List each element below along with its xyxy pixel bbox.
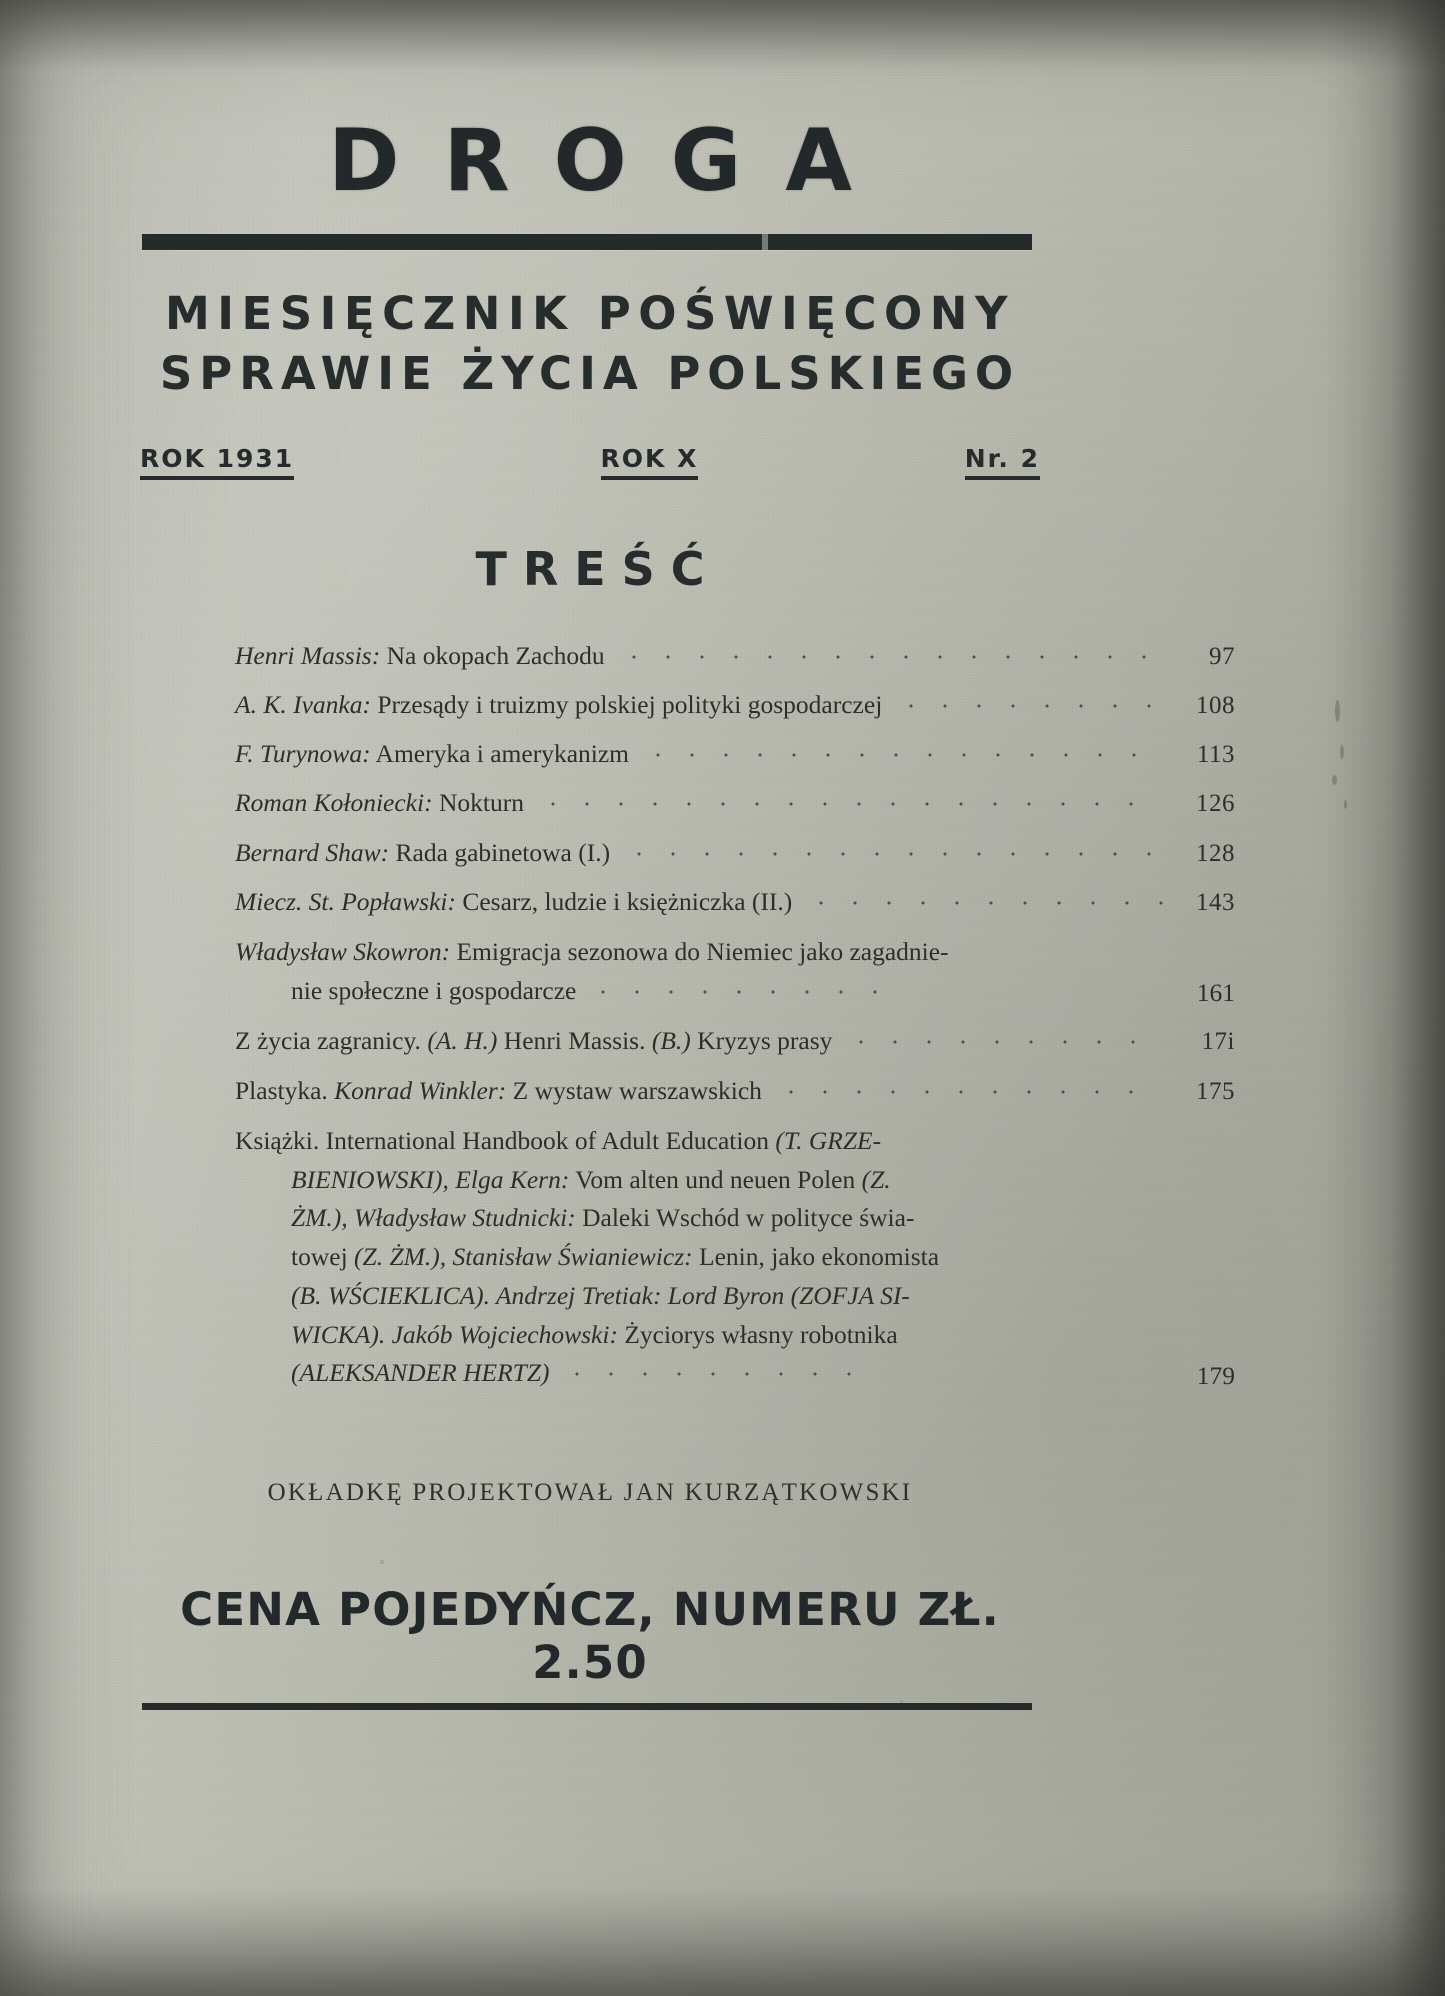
toc-item-line [235, 1161, 1005, 1200]
toc-item-page: 108 [1196, 691, 1235, 719]
toc-item-author: Roman Kołoniecki: [235, 788, 433, 818]
books-line-4-plain-a: towej [291, 1242, 348, 1272]
toc-item [235, 1073, 1235, 1109]
toc-item-text [235, 638, 605, 674]
toc-item [235, 835, 1235, 871]
price-label: CENA POJEDYŃCZ, NUMERU ZŁ. 2.50 [180, 1583, 1000, 1690]
toc-item-title: Cesarz, ludzie i księżniczka (II.) [462, 886, 793, 916]
toc-item-author: A. K. Ivanka: [235, 689, 371, 719]
toc-leader-dots [894, 703, 1163, 709]
toc-item-suffix: Kryzys prasy [697, 1026, 833, 1056]
toc-item [235, 638, 1235, 674]
toc-leader-dots [560, 1371, 860, 1377]
books-line-1-plain: International Handbook of Adult Education [325, 1125, 769, 1155]
toc-item-page: 175 [1196, 1077, 1235, 1105]
issue-info-row [140, 444, 1040, 480]
table-of-contents [235, 638, 1235, 1393]
books-line-7-italic: (ALEKSANDER HERTZ) [291, 1358, 550, 1388]
masthead-subtitle-line-1: MIESIĘCZNIK POŚWIĘCONY [164, 287, 1016, 340]
toc-heading: TREŚĆ [475, 541, 721, 596]
toc-item-section: Plastyka. [235, 1075, 328, 1105]
toc-item-section: Z życia zagranicy. [235, 1026, 421, 1056]
toc-item-part-b: (B.) [651, 1026, 691, 1056]
masthead-rule [142, 234, 1032, 250]
books-line-5-italic: (B. WŚCIEKLICA). Andrzej Tretiak: Lord Byron (ZOFJA SI- [291, 1280, 910, 1310]
toc-item-page: 17i [1201, 1028, 1235, 1056]
toc-item-text [235, 1073, 762, 1109]
toc-item-text [235, 835, 610, 871]
toc-leader-dots [804, 900, 1163, 906]
page-edge-shadow-bottom [0, 1886, 1445, 1996]
toc-item-text [235, 687, 882, 723]
toc-item-title-part-2: nie społeczne i gospodarcze [291, 975, 577, 1005]
toc-item-author: Władysław Skowron: [235, 936, 451, 966]
toc-item-text [235, 884, 792, 920]
toc-item [235, 1023, 1235, 1059]
toc-item-title: Rada gabinetowa (I.) [395, 837, 611, 867]
toc-item-title: Przesądy i truizmy polskiej polityki gospodarczej [377, 689, 883, 719]
masthead-subtitle [140, 284, 1040, 404]
books-line-2-italic-a: BIENIOWSKI), Elga Kern: [291, 1164, 570, 1194]
toc-item-title: Ameryka i amerykanizm [375, 739, 630, 769]
books-line-2-plain: Vom alten und neuen Polen [575, 1164, 856, 1194]
books-line-3-italic: ŻM.), Władysław Studnicki: [291, 1203, 576, 1233]
toc-item [235, 785, 1235, 821]
toc-item-line [235, 1238, 1005, 1277]
toc-item [235, 884, 1235, 920]
issue-volume: ROK X [601, 444, 699, 480]
toc-item-line [235, 1354, 1005, 1393]
toc-item [235, 687, 1235, 723]
toc-item-title-part-1: Emigracja sezonowa do Niemiec jako zagadnie- [456, 936, 949, 966]
books-line-4-plain-b: Lenin, jako ekonomista [699, 1242, 940, 1272]
toc-item-text [235, 1122, 1005, 1393]
toc-item [235, 736, 1235, 772]
toc-item-line [235, 1277, 1005, 1316]
toc-item-title: Z wystaw warszawskich [512, 1075, 762, 1105]
books-line-3-plain: Daleki Wschód w polityce świa- [582, 1203, 915, 1233]
toc-item-page: 113 [1196, 741, 1235, 769]
toc-item-mid: Henri Massis. [503, 1026, 646, 1056]
issue-year: ROK 1931 [140, 444, 294, 480]
toc-item-part-a: (A. H.) [427, 1026, 498, 1056]
toc-item-line [235, 1122, 1005, 1161]
books-line-4-italic: (Z. ŻM.), Stanisław Świaniewicz: [354, 1242, 693, 1272]
toc-item-page: 143 [1196, 888, 1235, 916]
toc-item-title: Na okopach Zachodu [386, 640, 605, 670]
issue-number: Nr. 2 [965, 444, 1040, 480]
toc-leader-dots [536, 801, 1163, 807]
toc-item-text [235, 785, 524, 821]
toc-item-section: Książki. [235, 1125, 320, 1155]
toc-item-page: 126 [1196, 790, 1235, 818]
toc-leader-dots [622, 851, 1163, 857]
toc-item-author: F. Turynowa: [235, 739, 371, 769]
footer-rule [142, 1703, 1032, 1710]
toc-item-line [235, 933, 1005, 972]
toc-leader-dots [617, 654, 1163, 660]
books-line-6-plain: Życiorys własny robotnika [624, 1319, 898, 1349]
toc-item-page: 179 [1196, 1361, 1235, 1391]
toc-item-page: 97 [1209, 642, 1235, 670]
toc-item-line [235, 1316, 1005, 1355]
toc-item-author: Miecz. St. Popławski: [235, 886, 456, 916]
toc-item-page: 128 [1196, 839, 1235, 867]
toc-item-text [235, 1023, 832, 1059]
toc-leader-dots [774, 1089, 1163, 1095]
toc-leader-dots [586, 989, 886, 995]
toc-item-author: Bernard Shaw: [235, 837, 390, 867]
toc-item [235, 933, 1235, 1011]
cover-designer-credit: OKŁADKĘ PROJEKTOWAŁ JAN KURZĄTKOWSKI [267, 1479, 913, 1507]
toc-item-line [235, 1199, 1005, 1238]
toc-item-author: Henri Massis: [235, 640, 381, 670]
toc-item-line [235, 972, 1005, 1011]
toc-item-text [235, 736, 629, 772]
masthead-subtitle-line-2: SPRAWIE ŻYCIA POLSKIEGO [159, 346, 1021, 400]
page-title: DROGA [328, 111, 896, 211]
toc-item-author: Konrad Winkler: [334, 1075, 507, 1105]
books-line-6-italic: WICKA). Jakób Wojciechowski: [291, 1319, 618, 1349]
toc-item-text [235, 933, 1005, 1011]
toc-item-title: Nokturn [438, 788, 524, 818]
toc-item-books [235, 1122, 1235, 1393]
books-line-1-italic: (T. GRZE- [775, 1125, 882, 1155]
books-line-2-italic-b: (Z. [861, 1164, 891, 1194]
toc-leader-dots [641, 752, 1163, 758]
toc-leader-dots [844, 1039, 1163, 1045]
toc-item-page: 161 [1196, 978, 1235, 1008]
